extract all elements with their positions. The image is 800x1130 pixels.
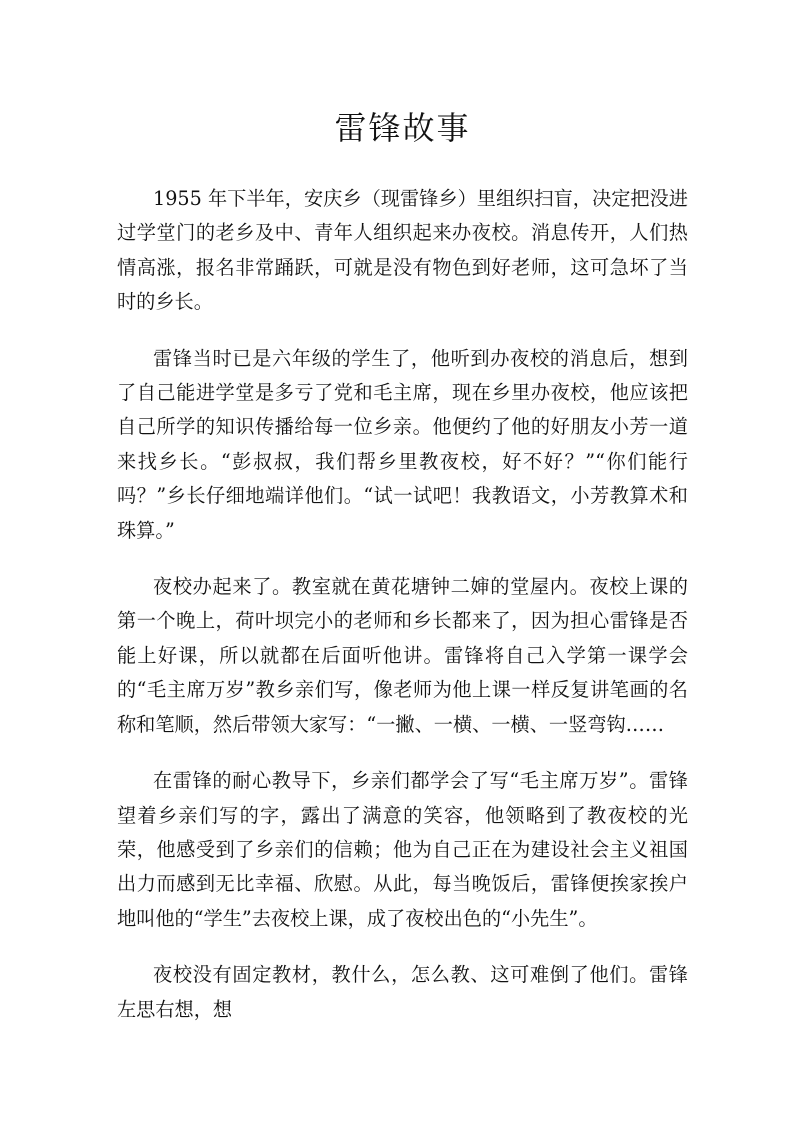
paragraph-2: 雷锋当时已是六年级的学生了，他听到办夜校的消息后，想到了自己能进学堂是多亏了党和毛主席，现在乡里办夜校，他应该把自己所学的知识传播给每一位乡亲。他便约了他的好朋友小芳一道来找乡长。“彭叔叔，我们帮乡里教夜校，好不好？”“你们能行吗？”乡长仔细地端详他们。“试一试吧！我教语文，小芳教算术和珠算。” xyxy=(117,346,688,542)
paragraph-3: 夜校办起来了。教室就在黄花塘钟二婶的堂屋内。夜校上课的第一个晚上，荷叶坝完小的老师和乡长都来了，因为担心雷锋是否能上好课，所以就都在后面听他讲。雷锋将自己入学第一课学会的“毛主席万岁”教乡亲们写，像老师为他上课一样反复讲笔画的名称和笔顺，然后带领大家写：“一撇、一横、一横、一竖弯钩…… xyxy=(117,575,688,736)
paragraph-1: 1955 年下半年，安庆乡（现雷锋乡）里组织扫盲，决定把没进过学堂门的老乡及中、青年人组织起来办夜校。消息传开，人们热情高涨，报名非常踊跃，可就是没有物色到好老师，这可急坏了当时的乡长。 xyxy=(117,187,688,314)
paragraph-4: 在雷锋的耐心教导下，乡亲们都学会了写“毛主席万岁”。雷锋望着乡亲们写的字，露出了满意的笑容，他领略到了教夜校的光荣，他感受到了乡亲们的信赖；他为自己正在为建设社会主义祖国出力而感到无比幸福、欣慰。从此，每当晚饭后，雷锋便挨家挨户地叫他的“学生”去夜校上课，成了夜校出色的“小先生”。 xyxy=(117,769,688,930)
document-title: 雷锋故事 xyxy=(334,109,471,147)
paragraph-5: 夜校没有固定教材，教什么，怎么教、这可难倒了他们。雷锋左思右想，想 xyxy=(117,963,688,1021)
